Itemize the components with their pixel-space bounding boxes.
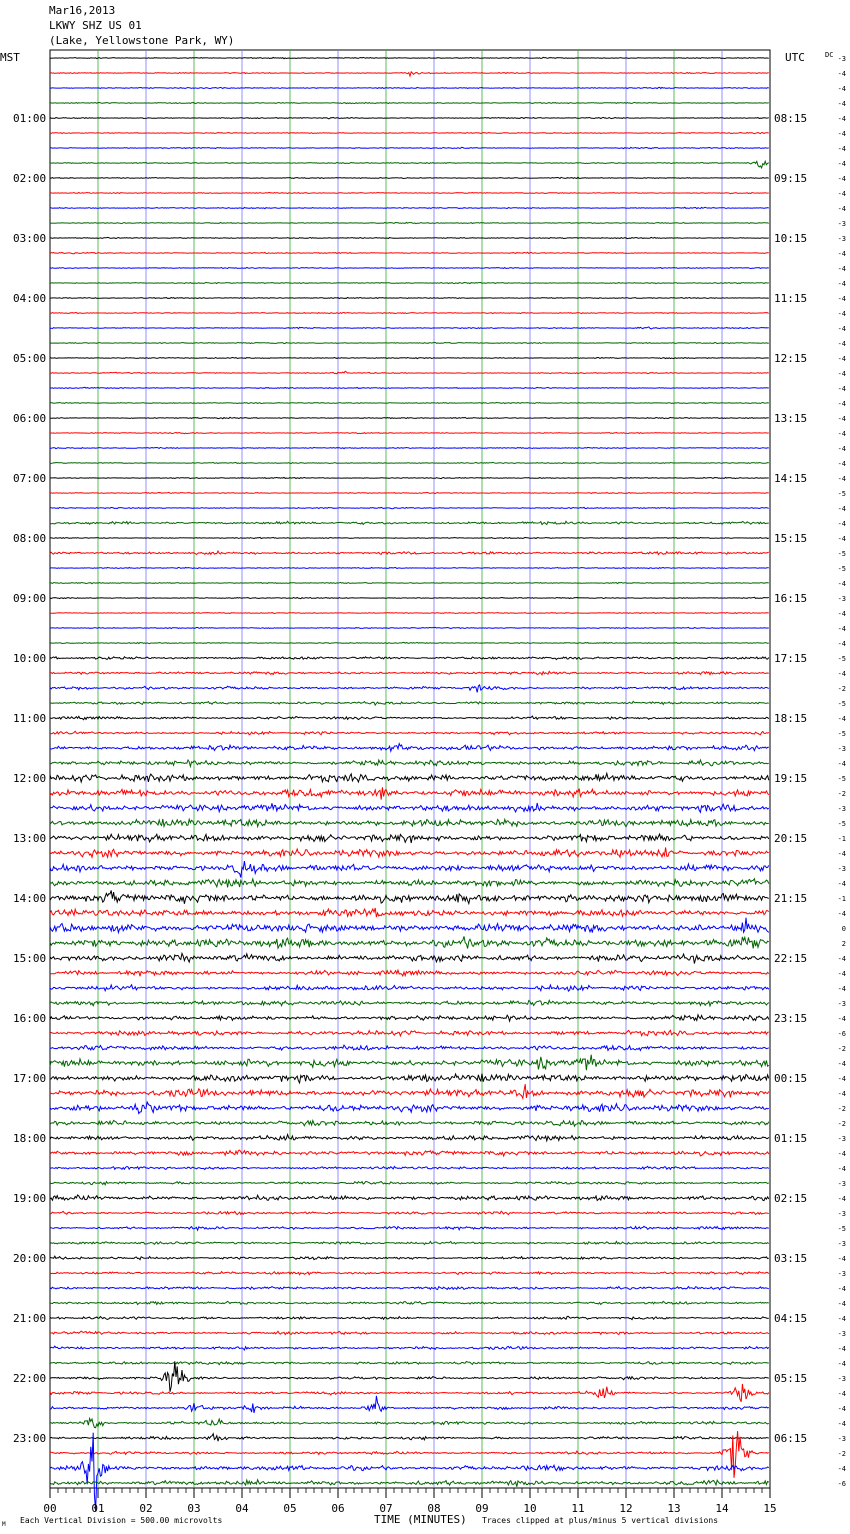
- dc-offset-label: -4: [837, 160, 846, 168]
- left-hour-label: 19:00: [13, 1192, 47, 1205]
- seismic-trace: [50, 936, 769, 948]
- seismic-trace: [50, 207, 769, 208]
- dc-offset-label: -4: [837, 205, 846, 213]
- seismic-trace: [50, 731, 769, 735]
- dc-offset-label: -4: [837, 1315, 846, 1323]
- dc-offset-label: -4: [837, 1090, 846, 1098]
- dc-offset-label: -4: [837, 190, 846, 198]
- dc-offset-label: -4: [837, 1405, 846, 1413]
- seismic-trace: [50, 1316, 769, 1319]
- dc-offset-label: -4: [837, 400, 846, 408]
- dc-offset-label: -4: [837, 415, 846, 423]
- seismic-trace: [50, 447, 769, 448]
- right-hour-label: 18:15: [774, 712, 808, 725]
- right-hour-label: 17:15: [774, 652, 808, 665]
- x-tick-label: 00: [43, 1502, 57, 1515]
- seismic-trace: [50, 117, 769, 118]
- dc-offset-label: -4: [837, 955, 846, 963]
- right-hour-label: 16:15: [774, 592, 808, 605]
- left-hour-label: 14:00: [13, 892, 47, 905]
- right-hour-label: 15:15: [774, 532, 808, 545]
- seismic-trace: [50, 612, 769, 613]
- dc-offset-label: -3: [837, 595, 846, 603]
- left-hour-label: 05:00: [13, 352, 47, 365]
- seismic-trace: [50, 492, 769, 493]
- right-hour-label: 08:15: [774, 112, 808, 125]
- dc-offset-label: -4: [837, 100, 846, 108]
- dc-offset-label: -3: [837, 1375, 846, 1383]
- dc-offset-label: -4: [837, 580, 846, 588]
- dc-offset-label: -4: [837, 505, 846, 513]
- left-hour-label: 07:00: [13, 472, 47, 485]
- dc-offset-label: -4: [837, 1285, 846, 1293]
- seismic-trace: [50, 432, 769, 433]
- dc-offset-label: -4: [837, 175, 846, 183]
- left-hour-label: 09:00: [13, 592, 47, 605]
- right-hour-label: 22:15: [774, 952, 808, 965]
- x-tick-label: 08: [427, 1502, 441, 1515]
- x-tick-label: 07: [379, 1502, 393, 1515]
- dc-offset-label: -3: [837, 745, 846, 753]
- dc-offset-label: -4: [837, 1390, 846, 1398]
- right-hour-label: 13:15: [774, 412, 808, 425]
- dc-offset-label: -4: [837, 1015, 846, 1023]
- seismic-trace: [50, 744, 769, 752]
- seismic-trace: [50, 890, 769, 903]
- station-code: LKWY SHZ US 01: [49, 19, 142, 32]
- seismic-trace: [50, 1182, 769, 1185]
- dc-offset-label: -4: [837, 295, 846, 303]
- seismic-trace: [50, 716, 769, 720]
- label-group: [0, 51, 846, 1528]
- dc-offset-label: -3: [837, 1240, 846, 1248]
- seismic-trace: [50, 582, 769, 583]
- x-tick-label: 02: [139, 1502, 153, 1515]
- seismic-trace: [50, 1480, 769, 1487]
- dc-offset-label: -1: [837, 895, 846, 903]
- seismic-trace: [50, 1084, 769, 1098]
- x-axis-label: TIME (MINUTES): [374, 1513, 467, 1526]
- seismic-trace: [50, 1301, 769, 1304]
- right-hour-label: 05:15: [774, 1372, 808, 1385]
- dc-offset-label: -3: [837, 1135, 846, 1143]
- seismic-trace: [50, 787, 769, 799]
- dc-offset-label: -4: [837, 970, 846, 978]
- right-hour-label: 09:15: [774, 172, 808, 185]
- seismic-trace: [50, 403, 769, 404]
- dc-offset-label: -4: [837, 475, 846, 483]
- left-hour-label: 17:00: [13, 1072, 47, 1085]
- seismic-trace: [50, 177, 769, 178]
- dc-offset-label: -4: [837, 445, 846, 453]
- dc-offset-label: 0: [841, 925, 846, 933]
- seismic-trace: [50, 462, 769, 463]
- seismic-trace: [50, 1362, 769, 1365]
- dc-offset-label: -4: [837, 1060, 846, 1068]
- seismic-trace: [50, 193, 769, 194]
- seismic-trace: [50, 1396, 769, 1413]
- dc-offset-label: -6: [837, 1480, 846, 1488]
- seismic-trace: [50, 861, 769, 877]
- seismic-trace: [50, 685, 769, 693]
- dc-offset-label: -3: [837, 1180, 846, 1188]
- dc-offset-label: -4: [837, 70, 846, 78]
- seismic-trace: [50, 1135, 769, 1141]
- dc-offset-label: -5: [837, 1225, 846, 1233]
- seismic-trace: [50, 57, 769, 58]
- left-hour-label: 11:00: [13, 712, 47, 725]
- dc-offset-label: -4: [837, 520, 846, 528]
- right-hour-label: 12:15: [774, 352, 808, 365]
- left-timezone-label: MST: [0, 51, 20, 64]
- seismic-trace: [50, 848, 769, 858]
- dc-offset-label: -3: [837, 235, 846, 243]
- dc-offset-label: -4: [837, 115, 846, 123]
- seismic-trace: [50, 1226, 769, 1230]
- seismic-trace: [50, 133, 769, 134]
- seismic-trace: [50, 970, 769, 976]
- left-hour-label: 12:00: [13, 772, 47, 785]
- dc-offset-label: -4: [837, 985, 846, 993]
- seismic-trace: [50, 657, 769, 660]
- seismic-trace: [50, 1346, 769, 1350]
- dc-offset-label: -4: [837, 265, 846, 273]
- seismic-trace: [50, 252, 769, 253]
- dc-offset-label: -4: [837, 1360, 846, 1368]
- dc-offset-label: -4: [837, 430, 846, 438]
- seismic-trace: [50, 222, 769, 223]
- seismic-trace: [50, 342, 769, 343]
- seismic-trace: [50, 1045, 769, 1050]
- seismic-trace: [50, 147, 769, 148]
- left-hour-label: 16:00: [13, 1012, 47, 1025]
- dc-offset-label: -3: [837, 1435, 846, 1443]
- seismic-trace: [50, 773, 769, 782]
- right-hour-label: 10:15: [774, 232, 808, 245]
- dc-offset-label: -3: [837, 805, 846, 813]
- dc-offset-label: -4: [837, 760, 846, 768]
- dc-offset-label: -4: [837, 1165, 846, 1173]
- seismic-trace: [50, 701, 769, 705]
- left-hour-label: 02:00: [13, 172, 47, 185]
- left-hour-label: 06:00: [13, 412, 47, 425]
- scale-note: Each Vertical Division = 500.00 microvolts: [20, 1516, 223, 1525]
- dc-offset-label: -4: [837, 910, 846, 918]
- dc-offset-label: -4: [837, 385, 846, 393]
- right-hour-label: 03:15: [774, 1252, 808, 1265]
- left-hour-label: 13:00: [13, 832, 47, 845]
- seismic-trace: [50, 918, 769, 933]
- dc-offset-label: -4: [837, 310, 846, 318]
- right-timezone-label: UTC: [785, 51, 805, 64]
- dc-offset-label: -4: [837, 1465, 846, 1473]
- seismic-trace: [50, 312, 769, 313]
- x-tick-label: 12: [619, 1502, 633, 1515]
- seismic-trace: [50, 417, 769, 418]
- seismic-trace: [50, 879, 769, 888]
- seismic-trace: [50, 72, 769, 76]
- dc-offset-label: -4: [837, 670, 846, 678]
- seismic-trace: [50, 537, 769, 538]
- dc-offset-label: -2: [837, 1105, 846, 1113]
- left-hour-label: 20:00: [13, 1252, 47, 1265]
- left-hour-label: 04:00: [13, 292, 47, 305]
- right-hour-label: 06:15: [774, 1432, 808, 1445]
- x-tick-label: 06: [331, 1502, 345, 1515]
- seismic-trace: [50, 1241, 769, 1244]
- seismic-trace: [50, 327, 769, 329]
- x-tick-label: 09: [475, 1502, 489, 1515]
- seismic-trace: [50, 1287, 769, 1290]
- left-hour-label: 03:00: [13, 232, 47, 245]
- seismic-trace: [50, 282, 769, 283]
- seismic-trace: [50, 1272, 769, 1275]
- dc-offset-label: -4: [837, 880, 846, 888]
- dc-offset-label: -4: [837, 1195, 846, 1203]
- dc-offset-label: -2: [837, 1045, 846, 1053]
- dc-offset-label: -4: [837, 1255, 846, 1263]
- right-hour-label: 19:15: [774, 772, 808, 785]
- trace-group: [50, 57, 769, 1511]
- seismic-trace: [50, 267, 769, 268]
- right-hour-label: 11:15: [774, 292, 808, 305]
- seismic-trace: [50, 671, 769, 674]
- dc-offset-label: -3: [837, 1000, 846, 1008]
- dc-offset-label: -4: [837, 1345, 846, 1353]
- seismic-trace: [50, 477, 769, 478]
- left-hour-label: 15:00: [13, 952, 47, 965]
- seismic-trace: [50, 1256, 769, 1260]
- dc-label: DC: [825, 51, 834, 59]
- plot-date: Mar16,2013: [49, 4, 116, 17]
- seismic-trace: [50, 87, 769, 88]
- seismic-trace: [50, 953, 769, 963]
- seismic-trace: [50, 642, 769, 643]
- x-tick-label: 13: [667, 1502, 681, 1515]
- seismic-trace: [50, 567, 769, 568]
- dc-offset-label: -5: [837, 820, 846, 828]
- dc-offset-label: -4: [837, 355, 846, 363]
- dc-offset-label: -2: [837, 685, 846, 693]
- seismic-trace: [50, 1150, 769, 1156]
- dc-offset-label: -4: [837, 610, 846, 618]
- right-hour-label: 02:15: [774, 1192, 808, 1205]
- seismic-trace: [50, 1055, 769, 1071]
- dc-offset-label: -1: [837, 835, 846, 843]
- seismic-trace: [50, 908, 769, 917]
- seismic-trace: [50, 298, 769, 299]
- seismic-trace: [50, 1361, 769, 1391]
- seismic-trace: [50, 1384, 769, 1402]
- seismic-trace: [50, 1419, 769, 1428]
- seismic-trace: [50, 161, 769, 168]
- seismic-trace: [50, 834, 769, 843]
- left-hour-label: 23:00: [13, 1432, 47, 1445]
- left-hour-label: 08:00: [13, 532, 47, 545]
- left-hour-label: 01:00: [13, 112, 47, 125]
- seismic-trace: [50, 1030, 769, 1036]
- seismic-trace: [50, 985, 769, 991]
- dc-offset-label: -4: [837, 460, 846, 468]
- seismic-trace: [50, 803, 769, 812]
- dc-offset-label: -2: [837, 790, 846, 798]
- seismic-trace: [50, 387, 769, 388]
- x-tick-label: 03: [187, 1502, 201, 1515]
- seismic-trace: [50, 237, 769, 238]
- x-tick-label: 01: [91, 1502, 105, 1515]
- dc-offset-label: -4: [837, 1420, 846, 1428]
- dc-offset-label: -2: [837, 1120, 846, 1128]
- dc-offset-label: -4: [837, 340, 846, 348]
- left-hour-label: 18:00: [13, 1132, 47, 1145]
- left-hour-label: 22:00: [13, 1372, 47, 1385]
- dc-offset-label: -5: [837, 550, 846, 558]
- dc-offset-label: -4: [837, 625, 846, 633]
- dc-offset-label: -5: [837, 700, 846, 708]
- seismic-trace: [50, 551, 769, 555]
- seismic-trace: [50, 371, 769, 374]
- dc-offset-label: -4: [837, 325, 846, 333]
- station-location: (Lake, Yellowstone Park, WY): [49, 34, 235, 47]
- dc-offset-label: -3: [837, 1330, 846, 1338]
- clip-note: Traces clipped at plus/minus 5 vertical divisions: [482, 1516, 719, 1525]
- dc-offset-label: 2: [841, 940, 846, 948]
- dc-offset-label: -3: [837, 220, 846, 228]
- dc-offset-label: -4: [837, 715, 846, 723]
- dc-offset-label: -3: [837, 1210, 846, 1218]
- dc-offset-label: -5: [837, 730, 846, 738]
- dc-offset-label: -3: [837, 865, 846, 873]
- dc-offset-label: -6: [837, 1030, 846, 1038]
- seismic-trace: [50, 1015, 769, 1021]
- right-hour-label: 01:15: [774, 1132, 808, 1145]
- dc-offset-label: -4: [837, 850, 846, 858]
- seismic-trace: [50, 819, 769, 827]
- seismic-trace: [50, 1120, 769, 1126]
- dc-offset-label: -4: [837, 280, 846, 288]
- seismic-trace: [50, 521, 769, 524]
- dc-offset-label: -4: [837, 1150, 846, 1158]
- seismic-trace: [50, 1433, 769, 1512]
- dc-offset-label: -4: [837, 640, 846, 648]
- x-tick-label: 14: [715, 1502, 729, 1515]
- seismic-trace: [50, 1102, 769, 1114]
- dc-offset-label: -4: [837, 1075, 846, 1083]
- dc-offset-label: -5: [837, 655, 846, 663]
- seismic-trace: [50, 1434, 769, 1442]
- right-hour-label: 21:15: [774, 892, 808, 905]
- seismic-trace: [50, 1000, 769, 1006]
- x-tick-label: 15: [763, 1502, 777, 1515]
- seismic-trace: [50, 597, 769, 598]
- seismic-trace: [50, 760, 769, 766]
- dc-offset-label: -2: [837, 1450, 846, 1458]
- x-tick-label: 05: [283, 1502, 297, 1515]
- dc-offset-label: -4: [837, 85, 846, 93]
- seismic-trace: [50, 102, 769, 103]
- right-hour-label: 04:15: [774, 1312, 808, 1325]
- seismic-trace: [50, 1211, 769, 1214]
- seismic-trace: [50, 627, 769, 628]
- dc-offset-label: -5: [837, 565, 846, 573]
- dc-offset-label: -4: [837, 250, 846, 258]
- x-tick-label: 04: [235, 1502, 249, 1515]
- left-hour-label: 10:00: [13, 652, 47, 665]
- x-tick-label: 10: [523, 1502, 537, 1515]
- seismic-trace: [50, 1074, 769, 1083]
- right-hour-label: 00:15: [774, 1072, 808, 1085]
- right-hour-label: 23:15: [774, 1012, 808, 1025]
- seismic-trace: [50, 507, 769, 508]
- seismic-trace: [50, 1195, 769, 1201]
- dc-offset-label: -4: [837, 370, 846, 378]
- dc-offset-label: -4: [837, 1300, 846, 1308]
- right-hour-label: 20:15: [774, 832, 808, 845]
- seismic-trace: [50, 358, 769, 359]
- dc-offset-label: -3: [837, 1270, 846, 1278]
- left-hour-label: 21:00: [13, 1312, 47, 1325]
- dc-offset-label: -5: [837, 775, 846, 783]
- corner-mark: M: [2, 1521, 6, 1528]
- dc-offset-label: -5: [837, 490, 846, 498]
- right-hour-label: 14:15: [774, 472, 808, 485]
- seismic-trace: [50, 1331, 769, 1334]
- seismic-trace: [50, 1166, 769, 1169]
- x-tick-label: 11: [571, 1502, 585, 1515]
- dc-offset-label: -4: [837, 145, 846, 153]
- dc-offset-label: -3: [837, 55, 846, 63]
- dc-offset-label: -4: [837, 535, 846, 543]
- dc-offset-label: -4: [837, 130, 846, 138]
